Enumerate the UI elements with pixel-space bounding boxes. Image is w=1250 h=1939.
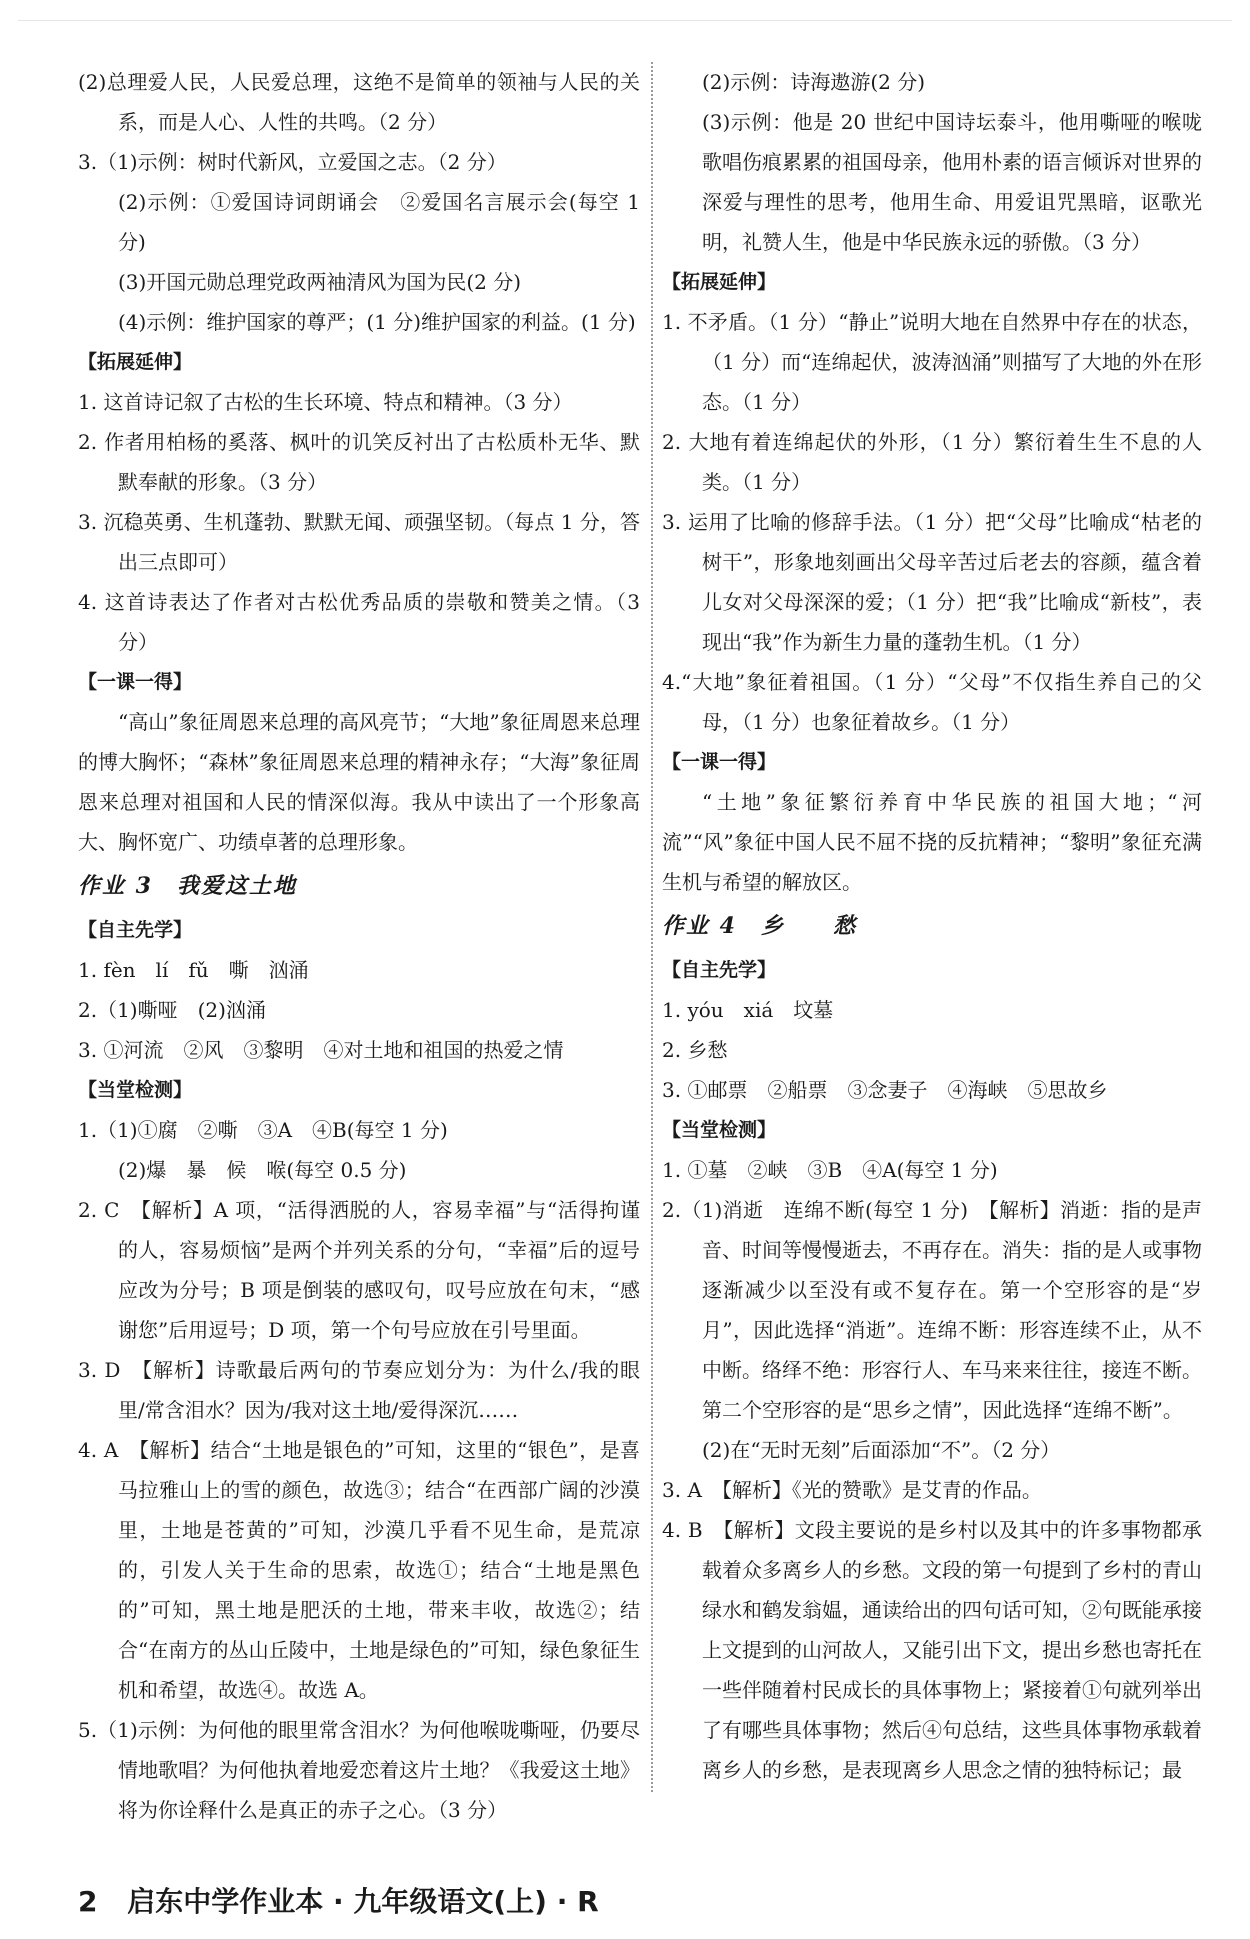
summary-paragraph: “高山”象征周恩来总理的高风亮节；“大地”象征周恩来总理的博大胸怀；“森林”象征周恩来总理的精神永存；“大海”象征周恩来总理对祖国和人民的情深似海。我从中读出了一个形象高大、胸怀宽广、功绩卓著的总理形象。 <box>78 710 640 854</box>
page-number: 2 <box>78 1885 98 1918</box>
answer-item: 3. ①邮票 ②船票 ③念妻子 ④海峡 ⑤思故乡 <box>662 1078 1108 1102</box>
section-heading: 【一课一得】 <box>78 671 193 693</box>
answer-item: 3.（1)示例：树时代新风，立爱国之志。（2 分） <box>78 150 507 174</box>
answer-item: 1. 这首诗记叙了古松的生长环境、特点和精神。（3 分） <box>78 390 573 414</box>
answer-item: 2. 大地有着连绵起伏的外形，（1 分）繁衍着生生不息的人类。（1 分） <box>662 430 1202 494</box>
answer-item: 1. fèn lí fǔ 嘶 汹涌 <box>78 958 309 982</box>
section-heading: 【自主先学】 <box>78 919 193 941</box>
top-rule <box>18 20 1232 21</box>
answer-item: 4. B 【解析】文段主要说的是乡村以及其中的许多事物都承载着众多离乡人的乡愁。文段的第一句提到了乡村的青山绿水和鹤发翁媪，通读给出的四句话可知，②句既能承接上文提到的山河故人，又能引出下文，提出乡愁也寄托在一些伴随着村民成长的具体事物上；紧接着①句就列举出了有哪些具体事物；然后④句总结，这些具体事物承载着离乡人的乡愁，是表现离乡人思念之情的独特标记；最 <box>662 1518 1202 1782</box>
answer-item: 2. C 【解析】A 项，“活得洒脱的人，容易幸福”与“活得拘谨的人，容易烦恼”是两个并列关系的分句，“幸福”后的逗号应改为分号；B 项是倒装的感叹句，叹号应放在句末，“感谢您”后用逗号；D 项，第一个句号应放在引号里面。 <box>78 1198 640 1342</box>
answer-item: 1.（1)①腐 ②嘶 ③A ④B(每空 1 分) <box>78 1118 448 1142</box>
answer-item: 4.“大地”象征着祖国。（1 分）“父母”不仅指生养自己的父母，（1 分）也象征着故乡。（1 分） <box>662 670 1202 734</box>
answer-item: (4)示例：维护国家的尊严；(1 分)维护国家的利益。(1 分) <box>118 310 636 334</box>
answer-item: 3. A 【解析】《光的赞歌》是艾青的作品。 <box>662 1478 1042 1502</box>
answer-item: 3. 沉稳英勇、生机蓬勃、默默无闻、顽强坚韧。（每点 1 分，答出三点即可） <box>78 510 640 574</box>
book-title: 启东中学作业本 · 九年级语文(上) · R <box>127 1885 599 1918</box>
lesson-heading: 作业 4 乡 愁 <box>662 913 857 939</box>
answer-item: 4. 这首诗表达了作者对古松优秀品质的崇敬和赞美之情。（3 分） <box>78 590 640 654</box>
answer-item: (2)爆 暴 候 喉(每空 0.5 分) <box>118 1158 407 1182</box>
answer-item: 4. A 【解析】结合“土地是银色的”可知，这里的“银色”，是喜马拉雅山上的雪的颜色，故选③；结合“在西部广阔的沙漠里，土地是苍黄的”可知，沙漠几乎看不见生命，是荒凉的，引发人关于生命的思索，故选①；结合“土地是黑色的”可知，黑土地是肥沃的土地，带来丰收，故选②；结合“在南方的丛山丘陵中，土地是绿色的”可知，绿色象征生机和希望，故选④。故选 A。 <box>78 1438 640 1702</box>
section-heading: 【当堂检测】 <box>78 1079 193 1101</box>
summary-paragraph: “土地”象征繁衍养育中华民族的祖国大地；“河流”“风”象征中国人民不屈不挠的反抗精神；“黎明”象征充满生机与希望的解放区。 <box>662 790 1202 894</box>
answer-item: 3. D 【解析】诗歌最后两句的节奏应划分为：为什么/我的眼里/常含泪水？因为/我对这土地/爱得深沉…… <box>78 1358 640 1422</box>
answer-item: 1. 不矛盾。（1 分）“静止”说明大地在自然界中存在的状态，（1 分）而“连绵起伏，波涛汹涌”则描写了大地的外在形态。（1 分） <box>662 310 1202 414</box>
answer-item: 3. 运用了比喻的修辞手法。（1 分）把“父母”比喻成“枯老的树干”，形象地刻画出父母辛苦过后老去的容颜，蕴含着儿女对父母深深的爱；（1 分）把“我”比喻成“新枝”，表现出“我”作为新生力量的蓬勃生机。（1 分） <box>662 510 1202 654</box>
section-heading: 【自主先学】 <box>662 959 777 981</box>
answer-item: 1. ①墓 ②峡 ③B ④A(每空 1 分) <box>662 1158 998 1182</box>
answer-item: (2)示例：诗海遨游(2 分) <box>702 70 926 94</box>
section-heading: 【一课一得】 <box>662 751 777 773</box>
answer-item: 1. yóu xiá 坟墓 <box>662 998 834 1022</box>
answer-item: 5.（1)示例：为何他的眼里常含泪水？为何他喉咙嘶哑，仍要尽情地歌唱？为何他执着地爱恋着这片土地？《我爱这土地》将为你诠释什么是真正的赤子之心。（3 分） <box>78 1718 640 1822</box>
answer-item: (2)总理爱人民，人民爱总理，这绝不是简单的领袖与人民的关系，而是人心、人性的共鸣。（2 分） <box>78 70 640 134</box>
section-heading: 【拓展延伸】 <box>78 351 193 373</box>
page-footer <box>78 1880 599 1920</box>
answer-item: (2)在“无时无刻”后面添加“不”。（2 分） <box>702 1438 1061 1462</box>
section-heading: 【拓展延伸】 <box>662 271 777 293</box>
answer-item: 2.（1)消逝 连绵不断(每空 1 分) 【解析】消逝：指的是声音、时间等慢慢逝去，不再存在。消失：指的是人或事物逐渐减少以至没有或不复存在。第一个空形容的是“岁月”，因此选择“消逝”。连绵不断：形容连续不止，从不中断。络绎不绝：形容行人、车马来来往往，接连不断。第二个空形容的是“思乡之情”，因此选择“连绵不断”。 <box>662 1198 1202 1422</box>
column-divider <box>651 62 653 1792</box>
lesson-heading: 作业 3 我爱这土地 <box>78 873 297 899</box>
section-heading: 【当堂检测】 <box>662 1119 777 1141</box>
answer-item: (2)示例：①爱国诗词朗诵会 ②爱国名言展示会(每空 1 分) <box>118 190 640 254</box>
answer-item: 3. ①河流 ②风 ③黎明 ④对土地和祖国的热爱之情 <box>78 1038 564 1062</box>
answer-item: 2. 作者用柏杨的奚落、枫叶的讥笑反衬出了古松质朴无华、默默奉献的形象。（3 分） <box>78 430 640 494</box>
answer-item: 2. 乡愁 <box>662 1038 728 1062</box>
answer-item: (3)示例：他是 20 世纪中国诗坛泰斗，他用嘶哑的喉咙歌唱伤痕累累的祖国母亲，他用朴素的语言倾诉对世界的深爱与理性的思考，他用生命、用爱诅咒黑暗，讴歌光明，礼赞人生，他是中华民族永远的骄傲。（3 分） <box>702 110 1202 254</box>
right-column <box>662 62 1202 1790</box>
left-column <box>78 62 640 1830</box>
answer-item: (3)开国元勋总理党政两袖清风为国为民(2 分) <box>118 270 522 294</box>
answer-item: 2.（1)嘶哑 (2)汹涌 <box>78 998 266 1022</box>
